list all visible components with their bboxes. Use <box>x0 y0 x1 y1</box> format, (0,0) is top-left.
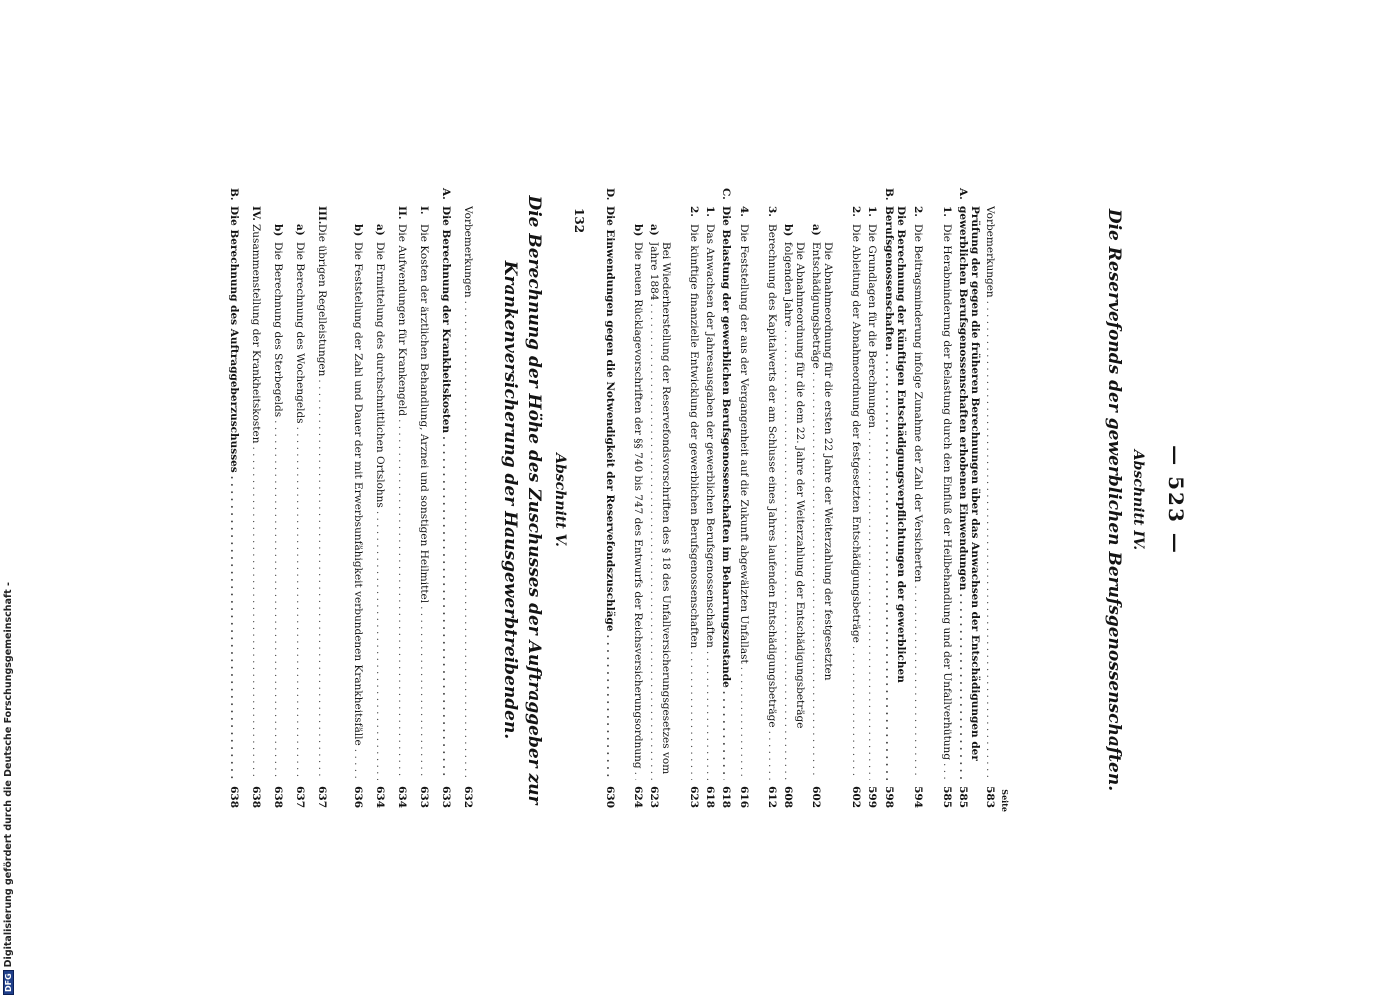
toc-entry[interactable] <box>604 188 616 808</box>
toc-entry[interactable] <box>883 188 907 808</box>
toc-entry[interactable] <box>316 206 328 808</box>
toc-entry[interactable] <box>352 224 364 808</box>
toc-entry-text: Die neuen Rücklagevorschriften der §§ 740 bis 747 des Entwurfs der Reichsversicherungsordnung . . . <box>632 242 644 780</box>
toc-entry-mark: a) <box>294 224 306 236</box>
toc-entry-page: 599 <box>866 780 878 808</box>
toc-entry-page: 583 <box>984 780 996 808</box>
toc-entry-page: 634 <box>396 780 408 808</box>
toc-entry-text: Die Grundlagen für die Berechnungen . . . <box>866 224 878 780</box>
toc-entry[interactable] <box>418 206 430 808</box>
signature-mark: 132 <box>572 208 586 234</box>
toc-entry[interactable] <box>866 206 878 808</box>
toc-entry-mark: II. <box>396 206 408 220</box>
toc-entry[interactable] <box>766 206 778 808</box>
toc-entry-page: 633 <box>440 780 452 808</box>
toc-entry-mark: b) <box>272 224 284 237</box>
toc-entry-text: Das Anwachsen der Jahresausgaben der gewerblichen Berufsgenossenschaften . . . <box>704 224 716 780</box>
dfg-logo-icon: DFG <box>3 970 14 995</box>
toc-entry-mark: a) <box>810 224 822 236</box>
toc-entry-text: Die Berechnung des Auftraggeberzuschusses . . . <box>228 206 240 780</box>
toc-entry-text: Prüfung der gegen die früheren Berechnungen über das Anwachsen der Entschädigungen der gewerblichen Berufsgenossenschaften erhobenen Einwendungen . . . <box>957 206 981 780</box>
toc-entry-text: Vorbemerkungen . . . <box>462 206 474 780</box>
toc-entry[interactable] <box>228 188 240 808</box>
digitization-credit <box>2 582 14 995</box>
toc-entry-text: Die Kosten der ärztlichen Behandlung, Arznei und sonstigen Heilmittel . . . <box>418 224 430 780</box>
toc-entry[interactable] <box>810 224 834 808</box>
toc-entry-text: Zusammenstellung der Krankheitskosten . . . <box>250 224 262 780</box>
toc-entry[interactable] <box>688 206 700 808</box>
toc-entry[interactable] <box>912 206 924 808</box>
toc-entry-text: Berechnung des Kapitalwerts der am Schlusse eines Jahres laufenden Entschädigungsbeträge . . . <box>766 224 778 780</box>
toc-entry[interactable] <box>632 224 644 808</box>
toc-entry[interactable] <box>440 188 452 808</box>
toc-entry-page: 632 <box>462 780 474 808</box>
toc-entry-mark: 1. <box>704 206 716 217</box>
toc-entry[interactable] <box>648 224 672 808</box>
toc-entry-mark: a) <box>648 224 660 236</box>
toc-entry[interactable] <box>720 188 732 808</box>
toc-entry-page: 634 <box>374 780 386 808</box>
toc-entry-page: 624 <box>632 780 644 808</box>
toc-entry-page: 638 <box>272 780 284 808</box>
toc-entry-text: Die Beitragsminderung infolge Zunahme der Zahl der Versicherten . . . <box>912 224 924 780</box>
digitization-credit-text: Digitalisierung gefördert durch die Deutsche Forschungsgemeinschaft - <box>2 582 14 968</box>
toc-entry-text: Die Abnahmeordnung für die ersten 22 Jahre der Weiterzahlung der festgesetzten Entschädigungsbeträge . . . <box>810 242 834 780</box>
toc-entry-text: Die Berechnung des Wochengelds . . . <box>294 242 306 780</box>
toc-entry-page: 637 <box>316 780 328 808</box>
toc-entry-mark: 1. <box>941 206 953 217</box>
toc-entry-mark: b) <box>632 224 644 237</box>
toc-entry-text: Die Berechnung des Sterbegelds . . . <box>272 242 284 780</box>
toc-entry-text: Bei Wiederherstellung der Reservefondsvorschriften des § 18 des Unfallversicherungsgesetzes vom Jahre 1884 . . . <box>648 242 672 780</box>
toc-entry-text: Die Berechnung der künftigen Entschädigungsverpflichtungen der gewerblichen Berufsgenossenschaften . . . <box>883 206 907 780</box>
toc-entry-text: Die Belastung der gewerblichen Berufsgenossenschaften im Beharrungszustande . . . <box>720 206 732 780</box>
toc-entry-text: Die Ableitung der Abnahmeordnung der festgesetzten Entschädigungsbeträge . . . <box>850 224 862 780</box>
toc-entry-text: Die Abnahmeordnung für die dem 22. Jahre der Weiterzahlung der Entschädigungsbeträge folgenden Jahre . . . <box>782 242 806 780</box>
toc-entry[interactable] <box>941 206 953 808</box>
toc-entry-page: 618 <box>720 780 732 808</box>
section-5-heading: Die Berechnung der Höhe des Zuschusses der Auftraggeber zur Krankenversicherung der Hausgewerbtreibenden. <box>500 195 544 805</box>
toc-entry-page: 630 <box>604 780 616 808</box>
toc-entry[interactable] <box>704 206 716 808</box>
toc-entry[interactable] <box>374 224 386 808</box>
toc-entry-text: Die Aufwendungen für Krankengeld . . . <box>396 224 408 780</box>
toc-entry-mark: B. <box>228 188 240 201</box>
toc-entry[interactable] <box>272 224 284 808</box>
toc-entry[interactable] <box>294 224 306 808</box>
toc-entry[interactable] <box>782 224 806 808</box>
document-page <box>136 180 1196 820</box>
toc-entry-text: Die Herabminderung der Belastung durch den Einfluß der Heilbehandlung und der Unfallverhütung . . . <box>941 224 953 780</box>
toc-entry[interactable] <box>738 206 750 808</box>
toc-entry-text: Die künftige finanzielle Entwicklung der gewerblichen Berufsgenossenschaften . . . <box>688 224 700 780</box>
toc-entry-page: 633 <box>418 780 430 808</box>
toc-entry-text: Die Einwendungen gegen die Notwendigkeit der Reservefondszuschläge . . . <box>604 206 616 780</box>
toc-entry-mark: I. <box>418 206 430 215</box>
toc-entry-page: 618 <box>704 780 716 808</box>
section-4-label: Abschnitt IV. <box>1130 449 1146 551</box>
toc-entry-text: Vorbemerkungen . . . <box>984 206 996 780</box>
toc-entry-text: Die Feststellung der Zahl und Dauer der mit Erwerbsunfähigkeit verbundenen Krankheitsfälle . . . <box>352 242 364 780</box>
toc-entry-mark: b) <box>782 224 794 237</box>
toc-entry-mark: 3. <box>766 206 778 217</box>
toc-entry[interactable] <box>396 206 408 808</box>
toc-entry-mark: a) <box>374 224 386 236</box>
toc-entry-page: 598 <box>883 780 895 808</box>
toc-entry-mark: III. <box>316 206 328 225</box>
section-4-heading: Die Reservefonds der gewerblichen Berufsgenossenschaften. <box>1104 208 1124 792</box>
toc-entry-mark: A. <box>440 188 452 200</box>
toc-entry-mark: IV. <box>250 206 262 221</box>
toc-entry[interactable] <box>984 188 996 808</box>
toc-entry-mark: 4. <box>738 206 750 217</box>
toc-entry-text: Die Feststellung der aus der Vergangenheit auf die Zukunft abgewälzten Unfallast . . . <box>738 224 750 780</box>
toc-entry-text: Die übrigen Regelleistungen . . . <box>316 224 328 780</box>
toc-entry[interactable] <box>850 206 862 808</box>
toc-entry-page: 612 <box>766 780 778 808</box>
toc-entry-mark: 2. <box>850 206 862 217</box>
toc-entry-page: 638 <box>250 780 262 808</box>
toc-entry-text: Die Ermittelung des durchschnittlichen Ortslohns . . . <box>374 242 386 780</box>
toc-entry-page: 608 <box>782 780 794 808</box>
toc-entry-mark: D. <box>604 188 616 201</box>
toc-entry-page: 602 <box>810 780 822 808</box>
toc-entry-text: Die Berechnung der Krankheitskosten . . . <box>440 206 452 780</box>
toc-entry-page: 636 <box>352 780 364 808</box>
toc-entry-page: 585 <box>957 780 969 808</box>
toc-entry-page: 602 <box>850 780 862 808</box>
toc-entry-page: 585 <box>941 780 953 808</box>
toc-entry[interactable] <box>462 188 474 808</box>
toc-entry-mark: 1. <box>866 206 878 217</box>
toc-entry[interactable] <box>957 188 981 808</box>
page-column-label: Seite <box>1000 789 1010 812</box>
toc-entry[interactable] <box>250 206 262 808</box>
toc-entry-mark: B. <box>883 188 895 201</box>
toc-entry-mark: C. <box>720 188 732 200</box>
toc-entry-mark: 2. <box>688 206 700 217</box>
toc-entry-mark: A. <box>957 188 969 200</box>
section-5-label: Abschnitt V. <box>552 453 568 547</box>
toc-entry-page: 638 <box>228 780 240 808</box>
toc-entry-page: 637 <box>294 780 306 808</box>
toc-entry-page: 594 <box>912 780 924 808</box>
toc-entry-mark: 2. <box>912 206 924 217</box>
page-number: — 523 — <box>1164 445 1188 555</box>
toc-entry-mark: b) <box>352 224 364 237</box>
toc-entry-page: 623 <box>648 780 660 808</box>
toc-entry-page: 616 <box>738 780 750 808</box>
toc-entry-page: 623 <box>688 780 700 808</box>
